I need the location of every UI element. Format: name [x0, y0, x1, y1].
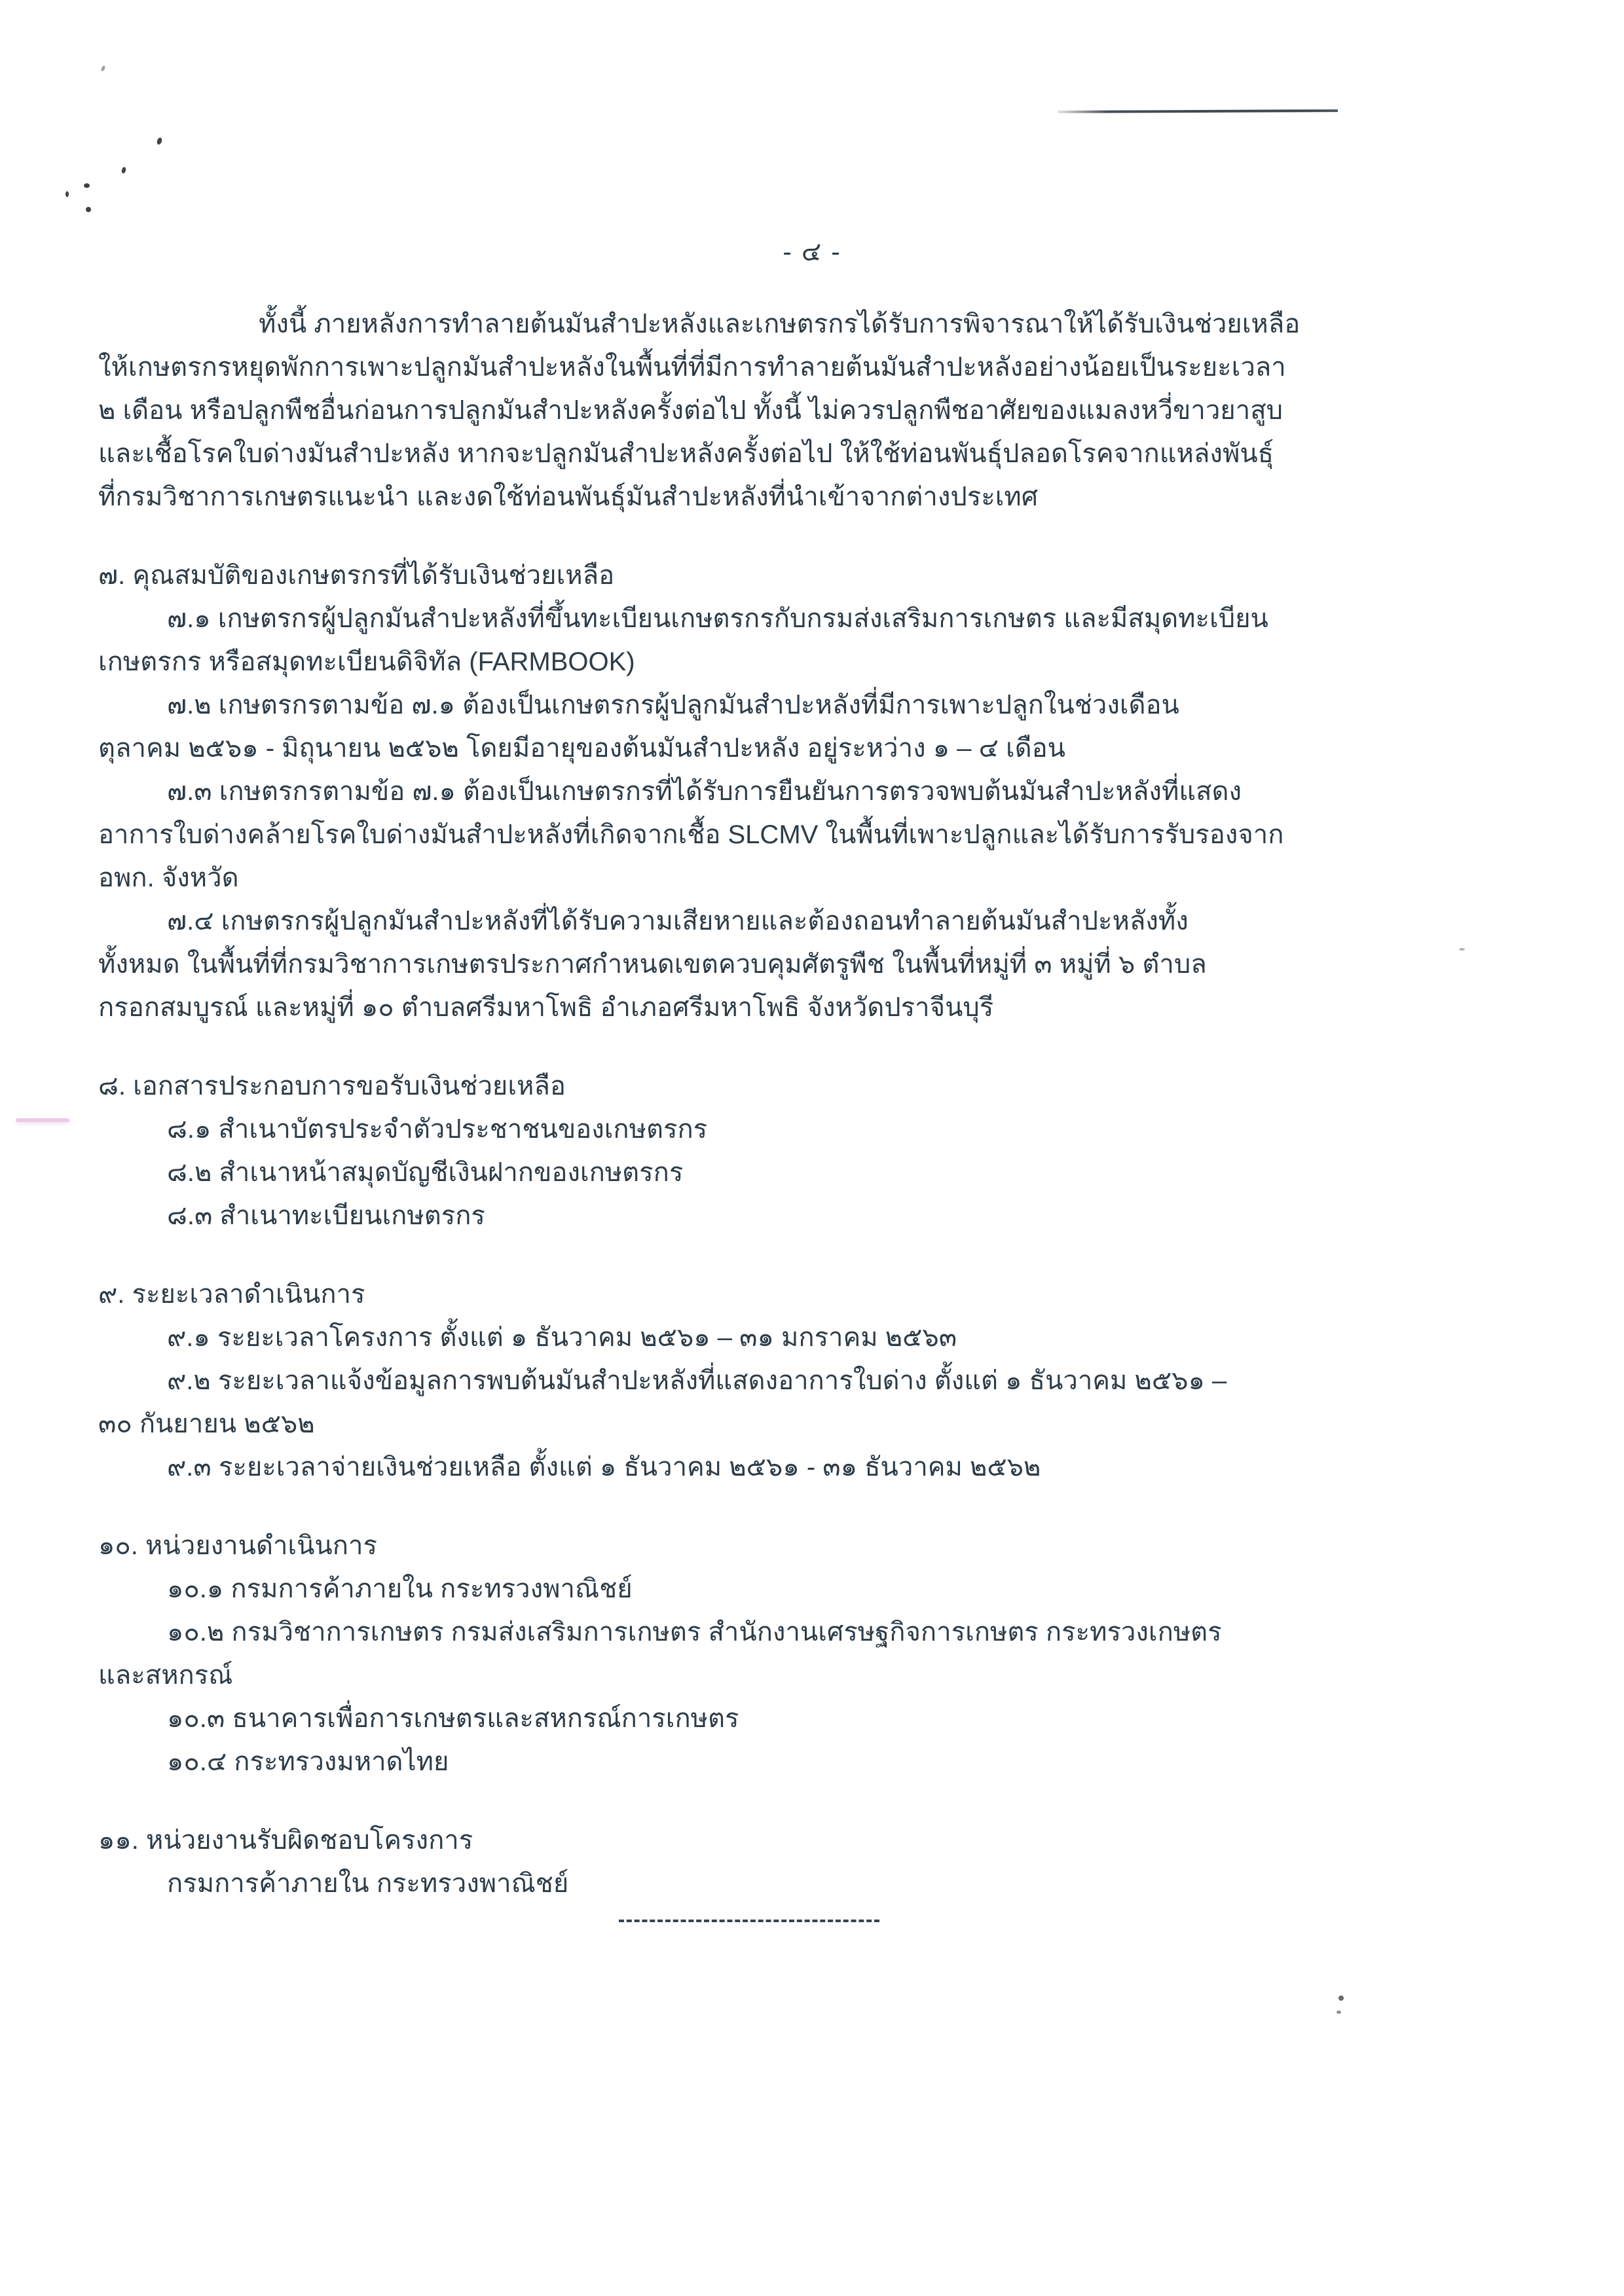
- ink-speck: [121, 166, 126, 173]
- item-7-4-line: ๗.๔ เกษตรกรผู้ปลูกมันสำปะหลังที่ได้รับความเสียหายและต้องถอนทำลายต้นมันสำปะหลังทั้ง: [167, 907, 1189, 936]
- intro-line: ทั้งนี้ ภายหลังการทำลายต้นมันสำปะหลังและเกษตรกรได้รับการพิจารณาให้ได้รับเงินช่วยเหลือ: [259, 310, 1301, 338]
- intro-paragraph: [98, 302, 1545, 519]
- section-10-heading: ๑๐. หน่วยงานดำเนินการ: [98, 1531, 377, 1560]
- document-body: [98, 302, 1545, 1922]
- item-7-4-line: กรอกสมบูรณ์ และหมู่ที่ ๑๐ ตำบลศรีมหาโพธิ อำเภอศรีมหาโพธิ จังหวัดปราจีนบุรี: [98, 993, 994, 1022]
- section-9-heading: ๙. ระยะเวลาดำเนินการ: [98, 1280, 365, 1309]
- responsible-agency: กรมการค้าภายใน กระทรวงพาณิชย์: [167, 1869, 569, 1898]
- section-7: [98, 554, 1545, 1029]
- section-7-heading: ๗. คุณสมบัติของเกษตรกรที่ได้รับเงินช่วยเหลือ: [98, 561, 615, 590]
- intro-line: ๒ เดือน หรือปลูกพืชอื่นก่อนการปลูกมันสำปะหลังครั้งต่อไป ทั้งนี้ ไม่ควรปลูกพืชอาศัยของแมลงหวี่ขาวยาสูบ: [98, 396, 1283, 425]
- item-7-3-line: ๗.๓ เกษตรกรตามข้อ ๗.๑ ต้องเป็นเกษตรกรที่ได้รับการยืนยันการตรวจพบต้นมันสำปะหลังที่แสดง: [167, 777, 1242, 806]
- ink-speck: [1338, 1995, 1344, 2001]
- ink-speck: [86, 207, 91, 212]
- item-9-2-line: ๙.๒ ระยะเวลาแจ้งข้อมูลการพบต้นมันสำปะหลังที่แสดงอาการใบด่าง ตั้งแต่ ๑ ธันวาคม ๒๕๖๑ –: [167, 1366, 1227, 1395]
- item-7-1-line: เกษตรกร หรือสมุดทะเบียนดิจิทัล (FARMBOOK): [98, 647, 635, 676]
- item-10-4: ๑๐.๔ กระทรวงมหาดไทย: [167, 1747, 449, 1776]
- section-8: [98, 1065, 1545, 1237]
- item-10-3: ๑๐.๓ ธนาคารเพื่อการเกษตรและสหกรณ์การเกษตร: [167, 1704, 739, 1733]
- section-10: [98, 1524, 1545, 1783]
- intro-line: และเชื้อโรคใบด่างมันสำปะหลัง หากจะปลูกมันสำปะหลังครั้งต่อไป ให้ใช้ท่อนพันธุ์ปลอดโรคจากแหล่งพันธุ์: [98, 439, 1274, 468]
- item-7-2-line: ๗.๒ เกษตรกรตามข้อ ๗.๑ ต้องเป็นเกษตรกรผู้ปลูกมันสำปะหลังที่มีการเพาะปลูกในช่วงเดือน: [167, 691, 1179, 720]
- section-8-heading: ๘. เอกสารประกอบการขอรับเงินช่วยเหลือ: [98, 1072, 566, 1101]
- ink-speck: [84, 183, 90, 188]
- item-8-2: ๘.๒ สำเนาหน้าสมุดบัญชีเงินฝากของเกษตรกร: [167, 1158, 684, 1187]
- intro-line: ให้เกษตรกรหยุดพักการเพาะปลูกมันสำปะหลังในพื้นที่ที่มีการทำลายต้นมันสำปะหลังอย่างน้อยเป็นระยะเวลา: [98, 353, 1286, 382]
- item-10-2-line: และสหกรณ์: [98, 1661, 233, 1690]
- scan-line-artifact: [1058, 109, 1338, 113]
- item-7-3-line: อพก. จังหวัด: [98, 864, 239, 892]
- item-10-2-line: ๑๐.๒ กรมวิชาการเกษตร กรมส่งเสริมการเกษตร สำนักงานเศรษฐกิจการเกษตร กระทรวงเกษตร: [167, 1618, 1222, 1647]
- item-7-1-line: ๗.๑ เกษตรกรผู้ปลูกมันสำปะหลังที่ขึ้นทะเบียนเกษตรกรกับกรมส่งเสริมการเกษตร และมีสมุดทะเบียน: [167, 604, 1268, 633]
- section-9: [98, 1273, 1545, 1489]
- end-divider: [619, 1920, 879, 1922]
- section-11: [98, 1819, 1545, 1905]
- item-9-3: ๙.๓ ระยะเวลาจ่ายเงินช่วยเหลือ ตั้งแต่ ๑ ธันวาคม ๒๕๖๑ - ๓๑ ธันวาคม ๒๕๖๒: [167, 1453, 1041, 1482]
- item-8-3: ๘.๓ สำเนาทะเบียนเกษตรกร: [167, 1201, 485, 1230]
- item-10-1: ๑๐.๑ กรมการค้าภายใน กระทรวงพาณิชย์: [167, 1575, 633, 1603]
- section-11-heading: ๑๑. หน่วยงานรับผิดชอบโครงการ: [98, 1826, 473, 1855]
- intro-line: ที่กรมวิชาการเกษตรแนะนำ และงดใช้ท่อนพันธุ์มันสำปะหลังที่นำเข้าจากต่างประเทศ: [98, 483, 1039, 511]
- ink-speck: [100, 65, 105, 71]
- pink-streak-artifact: [16, 1118, 69, 1122]
- item-9-1: ๙.๑ ระยะเวลาโครงการ ตั้งแต่ ๑ ธันวาคม ๒๕๖๑ – ๓๑ มกราคม ๒๕๖๓: [167, 1323, 957, 1352]
- ink-speck: [156, 137, 162, 145]
- item-7-3-line: อาการใบด่างคล้ายโรคใบด่างมันสำปะหลังที่เกิดจากเชื้อ SLCMV ในพื้นที่เพาะปลูกและได้รับการรับรองจาก: [98, 820, 1284, 849]
- ink-speck: [1337, 2011, 1341, 2014]
- item-8-1: ๘.๑ สำเนาบัตรประจำตัวประชาชนของเกษตรกร: [167, 1115, 708, 1144]
- ink-speck: [65, 191, 69, 197]
- item-7-4-line: ทั้งหมด ในพื้นที่ที่กรมวิชาการเกษตรประกาศกำหนดเขตควบคุมศัตรูพืช ในพื้นที่หมู่ที่ ๓ หมู่ที่ ๖ ตำบล: [98, 950, 1207, 979]
- item-7-2-line: ตุลาคม ๒๕๖๑ - มิถุนายน ๒๕๖๒ โดยมีอายุของต้นมันสำปะหลัง อยู่ระหว่าง ๑ – ๔ เดือน: [98, 734, 1065, 763]
- item-9-2-line: ๓๐ กันยายน ๒๕๖๒: [98, 1410, 315, 1438]
- page-number: - ๔ -: [783, 238, 841, 266]
